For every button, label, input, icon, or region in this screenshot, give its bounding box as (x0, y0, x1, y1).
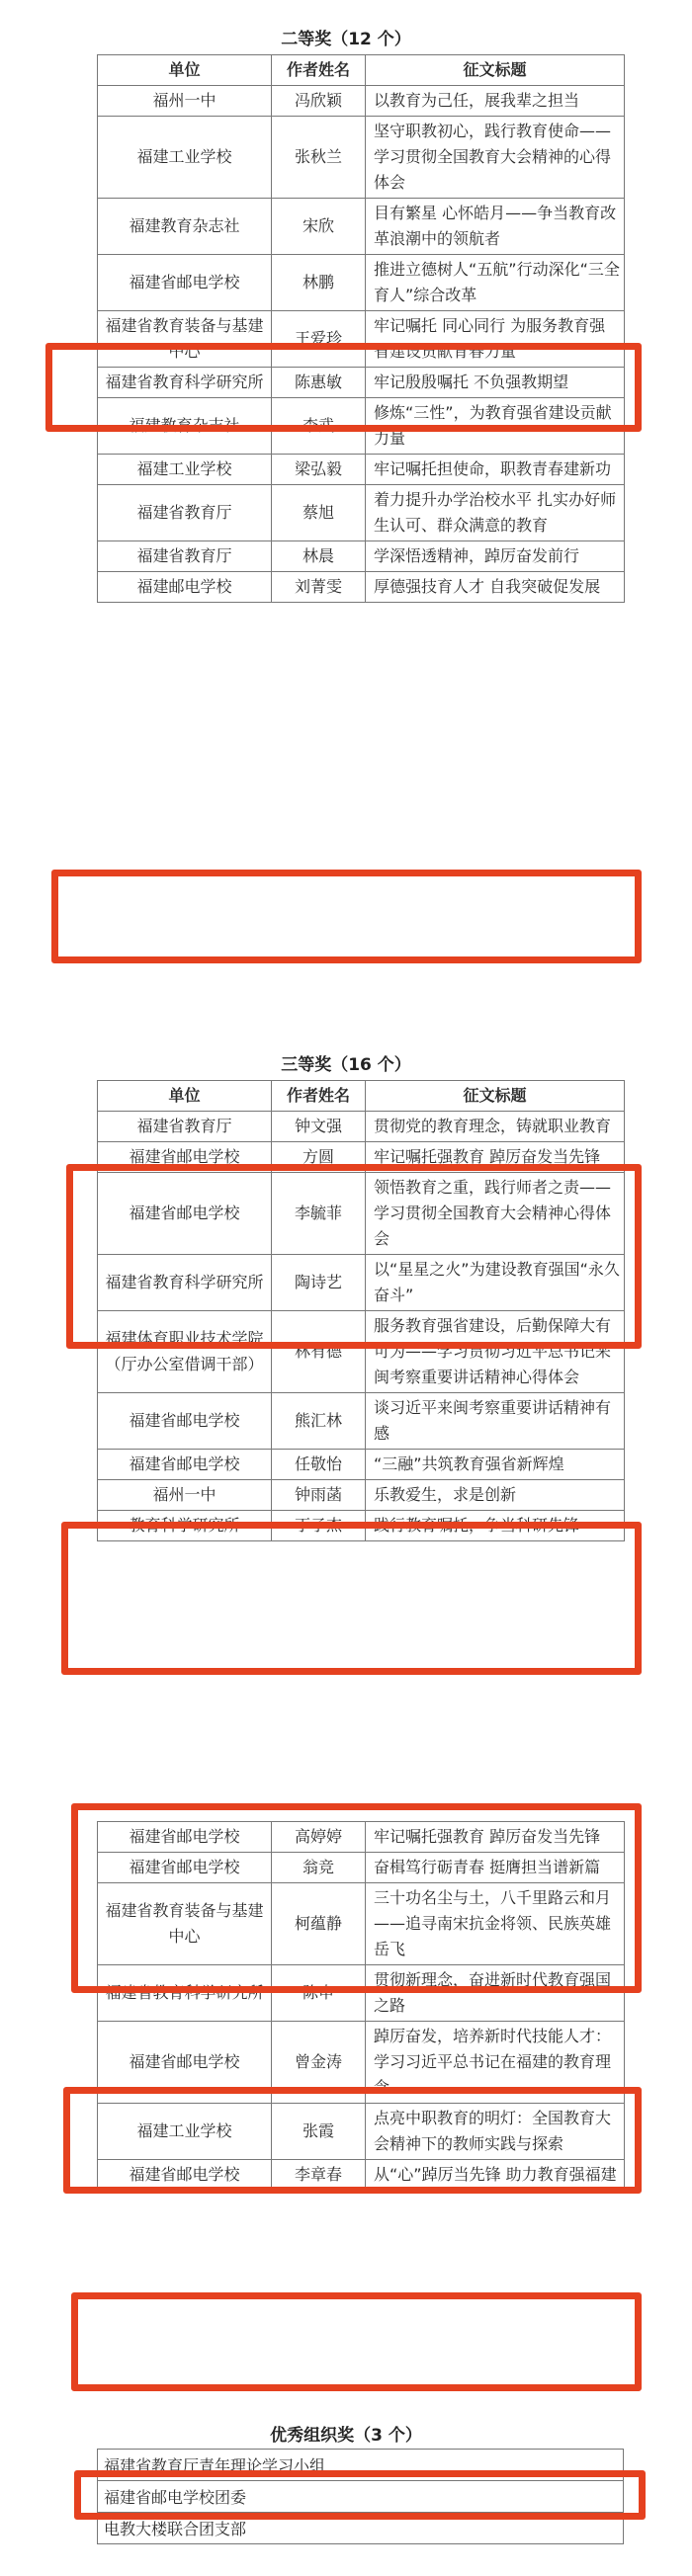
cell-author: 宋欣 (272, 199, 366, 255)
cell-author: 曾金涛 (272, 2022, 366, 2104)
cell-unit: 福建省教育科学研究所 (98, 1255, 272, 1311)
cell-author: 冯欣颖 (272, 86, 366, 117)
cell-author: 张霞 (272, 2104, 366, 2160)
cell-author: 刘菁雯 (272, 572, 366, 603)
cell-org: 电教大楼联合团支部 (98, 2513, 624, 2544)
cell-unit: 福建省邮电学校 (98, 1393, 272, 1450)
cell-essay-title: 牢记嘱托强教育 踔厉奋发当先锋 (366, 1822, 625, 1853)
cell-essay-title: 着力提升办学治校水平 扎实办好师生认可、群众满意的教育 (366, 485, 625, 541)
cell-unit: 福建工业学校 (98, 455, 272, 485)
cell-unit: 福建省邮电学校 (98, 1173, 272, 1255)
cell-essay-title: 领悟教育之重，践行师者之责——学习贯彻全国教育大会精神心得体会 (366, 1173, 625, 1255)
table-row (98, 455, 625, 485)
cell-author: 李章春 (272, 2160, 366, 2191)
cell-author: 林晨 (272, 541, 366, 572)
third-prize-title: 三等奖（16 个） (281, 1055, 411, 1075)
cell-unit: 福建省邮电学校 (98, 1450, 272, 1480)
cell-author: 高婷婷 (272, 1822, 366, 1853)
cell-org: 福建省邮电学校团委 (98, 2481, 624, 2513)
cell-unit: 福建省教育厅 (98, 1112, 272, 1142)
table-row (98, 1450, 625, 1480)
table-row (98, 117, 625, 199)
highlight-box (71, 1803, 642, 1993)
header-author: 作者姓名 (272, 1081, 366, 1112)
cell-unit: 福建省教育装备与基建中心 (98, 1883, 272, 1965)
org-award-title: 优秀组织奖（3 个） (270, 2426, 422, 2446)
highlight-box (51, 870, 642, 963)
cell-essay-title: 奋楫笃行砺青春 挺膺担当谱新篇 (366, 1853, 625, 1883)
table-row (98, 572, 625, 603)
cell-essay-title: 贯彻党的教育理念，铸就职业教育 (366, 1112, 625, 1142)
cell-unit: 福建省教育厅 (98, 485, 272, 541)
table-row (98, 1112, 625, 1142)
cell-org: 福建省教育厅青年理论学习小组 (98, 2450, 624, 2481)
cell-essay-title: 目有繁星 心怀皓月——争当教育改革浪潮中的领航者 (366, 199, 625, 255)
cell-essay-title: 推进立德树人“五航”行动深化“三全育人”综合改革 (366, 255, 625, 311)
cell-author: 张秋兰 (272, 117, 366, 199)
header-author: 作者姓名 (272, 55, 366, 86)
cell-essay-title: 以“星星之火”为建设教育强国“永久奋斗” (366, 1255, 625, 1311)
cell-author: 李武 (272, 398, 366, 455)
cell-essay-title: 贯彻新理念，奋进新时代教育强国之路 (366, 1965, 625, 2022)
cell-essay-title: 点亮中职教育的明灯：全国教育大会精神下的教师实践与探索 (366, 2104, 625, 2160)
cell-unit: 福建省教育科学研究所 (98, 368, 272, 398)
cell-unit: 福建体育职业技术学院（厅办公室借调干部） (98, 1311, 272, 1393)
highlight-box (66, 1164, 642, 1349)
header-unit: 单位 (98, 55, 272, 86)
cell-author: 柯蕴静 (272, 1883, 366, 1965)
cell-essay-title: 谈习近平来闽考察重要讲话精神有感 (366, 1393, 625, 1450)
cell-author: 林鹏 (272, 255, 366, 311)
table-row (98, 1393, 625, 1450)
cell-essay-title: “三融”共筑教育强省新辉煌 (366, 1450, 625, 1480)
cell-essay-title: 践行教育嘱托，争当科研先锋 (366, 1511, 625, 1541)
table-header-row (98, 1081, 625, 1112)
table-row (98, 199, 625, 255)
cell-author: 陶诗艺 (272, 1255, 366, 1311)
cell-essay-title: 厚德强技育人才 自我突破促发展 (366, 572, 625, 603)
cell-author: 翁竞 (272, 1853, 366, 1883)
cell-unit: 福建省邮电学校 (98, 2160, 272, 2191)
cell-author: 方圆 (272, 1142, 366, 1173)
cell-essay-title: 牢记嘱托 同心同行 为服务教育强省建设贡献青春力量 (366, 311, 625, 368)
cell-essay-title: 学深悟透精神，踔厉奋发前行 (366, 541, 625, 572)
cell-unit: 福建省教育装备与基建中心 (98, 311, 272, 368)
highlight-box (61, 1522, 642, 1675)
header-title: 征文标题 (366, 55, 625, 86)
cell-author: 蔡旭 (272, 485, 366, 541)
cell-unit: 福建省邮电学校 (98, 1822, 272, 1853)
cell-essay-title: 乐教爱生，求是创新 (366, 1480, 625, 1511)
cell-author: 陈惠敏 (272, 368, 366, 398)
cell-unit: 福建省教育科学研究所 (98, 1965, 272, 2022)
cell-unit: 福建省邮电学校 (98, 255, 272, 311)
cell-author: 王爱珍 (272, 311, 366, 368)
table-row (98, 1480, 625, 1511)
cell-unit: 教育科学研究所 (98, 1511, 272, 1541)
table-row (98, 485, 625, 541)
cell-author: 任敬怡 (272, 1450, 366, 1480)
cell-author: 丁子杰 (272, 1511, 366, 1541)
cell-unit: 福建省邮电学校 (98, 1853, 272, 1883)
table-row (98, 86, 625, 117)
header-title: 征文标题 (366, 1081, 625, 1112)
second-prize-title: 二等奖（12 个） (281, 30, 411, 49)
cell-essay-title: 从“心”踔厉当先锋 助力教育强福建 (366, 2160, 625, 2191)
cell-unit: 福州一中 (98, 86, 272, 117)
cell-author: 钟文强 (272, 1112, 366, 1142)
cell-essay-title: 修炼“三性”，为教育强省建设贡献力量 (366, 398, 625, 455)
cell-essay-title: 以教育为己任，展我辈之担当 (366, 86, 625, 117)
highlight-box (63, 2087, 642, 2194)
cell-unit: 福建省教育厅 (98, 541, 272, 572)
cell-essay-title: 踔厉奋发，培养新时代技能人才：学习习近平总书记在福建的教育理念 (366, 2022, 625, 2104)
cell-unit: 福建省邮电学校 (98, 1142, 272, 1173)
cell-author: 熊汇林 (272, 1393, 366, 1450)
highlight-box (45, 343, 642, 432)
cell-author: 李毓菲 (272, 1173, 366, 1255)
table-header-row (98, 55, 625, 86)
cell-essay-title: 服务教育强省建设，后勤保障大有可为——学习贯彻习近平总书记来闽考察重要讲话精神心得体会 (366, 1311, 625, 1393)
cell-essay-title: 三十功名尘与土，八千里路云和月——追寻南宋抗金将领、民族英雄岳飞 (366, 1883, 625, 1965)
cell-essay-title: 牢记殷殷嘱托 不负强教期望 (366, 368, 625, 398)
cell-essay-title: 牢记嘱托担使命，职教青春建新功 (366, 455, 625, 485)
cell-unit: 福建邮电学校 (98, 572, 272, 603)
cell-unit: 福建省邮电学校 (98, 2022, 272, 2104)
cell-unit: 福建工业学校 (98, 117, 272, 199)
cell-author: 梁弘毅 (272, 455, 366, 485)
cell-author: 钟雨菡 (272, 1480, 366, 1511)
cell-unit: 福建教育杂志社 (98, 398, 272, 455)
table-row (98, 255, 625, 311)
cell-unit: 福建工业学校 (98, 2104, 272, 2160)
second-prize-table (97, 54, 625, 603)
cell-essay-title: 牢记嘱托强教育 踔厉奋发当先锋 (366, 1142, 625, 1173)
highlight-box (71, 2292, 642, 2391)
cell-unit: 福州一中 (98, 1480, 272, 1511)
header-unit: 单位 (98, 1081, 272, 1112)
cell-essay-title: 坚守职教初心，践行教育使命——学习贯彻全国教育大会精神的心得体会 (366, 117, 625, 199)
cell-author: 林有德 (272, 1311, 366, 1393)
table-row (98, 541, 625, 572)
cell-author: 陈申 (272, 1965, 366, 2022)
highlight-box (74, 2470, 646, 2520)
cell-unit: 福建教育杂志社 (98, 199, 272, 255)
